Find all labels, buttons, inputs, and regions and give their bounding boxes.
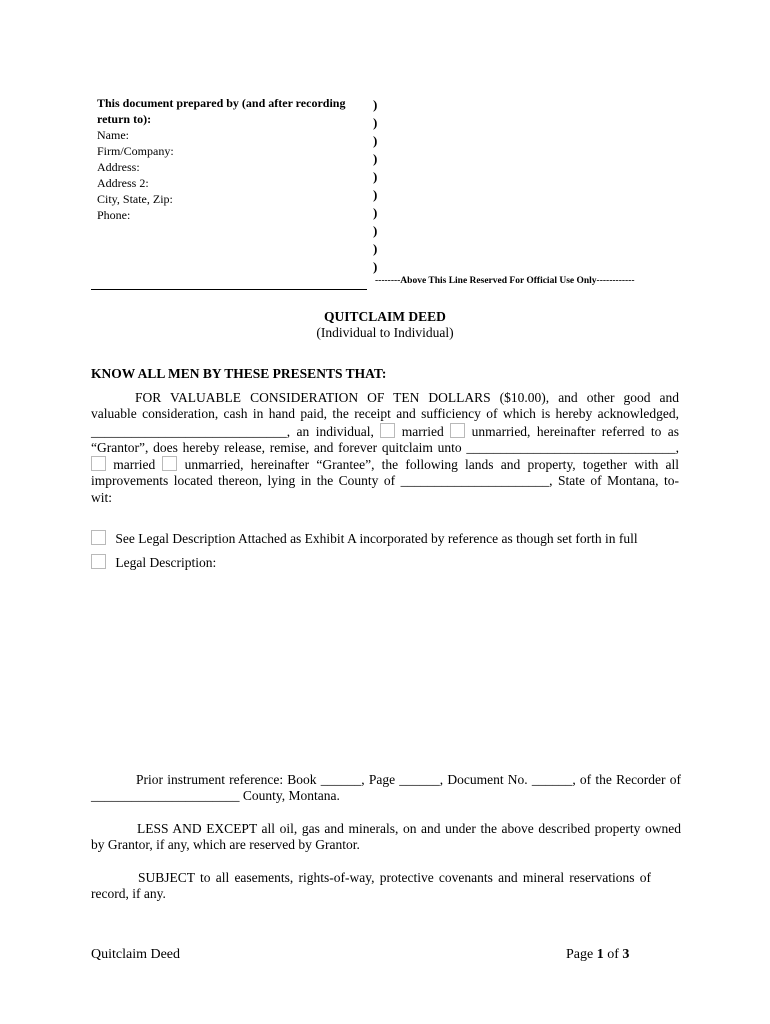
- less-except-line-2: by Grantor, if any, which are reserved by Grantor.: [91, 837, 360, 853]
- subject-to-line-2: record, if any.: [91, 886, 166, 902]
- preparer-city-label: City, State, Zip:: [97, 192, 173, 206]
- grantee-married-checkbox[interactable]: [91, 456, 106, 471]
- paren-column: [373, 96, 377, 276]
- consideration-line-6: improvements located thereon, lying in the County of ______________________, State of Montana, to-: [91, 473, 679, 489]
- paren: ): [373, 259, 378, 274]
- paren: ): [373, 169, 378, 184]
- deed-subtitle: (Individual to Individual): [316, 325, 454, 340]
- consideration-line-3: [91, 423, 679, 440]
- grantee-name-blank[interactable]: _______________________________,: [466, 439, 679, 455]
- exhibit-checkbox[interactable]: [91, 530, 106, 545]
- preparer-name-label: Name:: [97, 128, 129, 142]
- subject-to-paragraph: [91, 870, 651, 903]
- grantor-married-label: married: [401, 423, 444, 439]
- paren: ): [373, 133, 378, 148]
- page-word: Page: [566, 947, 594, 962]
- of-word: of: [607, 947, 619, 962]
- preparer-title-line1: This document prepared by (and after recording: [97, 96, 346, 110]
- paren: ): [373, 187, 378, 202]
- less-except-paragraph: [91, 821, 681, 854]
- consideration-line-4: [91, 440, 679, 456]
- paren: ): [373, 151, 378, 166]
- preparer-address-label: Address:: [97, 160, 140, 174]
- paren: ): [373, 205, 378, 220]
- consideration-line-7: wit:: [91, 489, 113, 505]
- official-use-note: --------Above This Line Reserved For Official Use Only------------: [375, 276, 635, 286]
- preparer-phone-label: Phone:: [97, 208, 131, 222]
- grantor-unmarried-checkbox[interactable]: [450, 423, 465, 438]
- preparer-block: [97, 95, 367, 223]
- legal-description-checkbox[interactable]: [91, 554, 106, 569]
- preparer-title-line2: return to):: [97, 112, 152, 126]
- know-all-men-heading: KNOW ALL MEN BY THESE PRESENTS THAT:: [91, 366, 387, 381]
- grantor-unmarried-label: unmarried, hereinafter referred to as: [471, 423, 680, 439]
- page-total: 3: [622, 947, 630, 962]
- legal-description-option: [91, 554, 216, 571]
- grantee-married-label: married: [113, 457, 156, 473]
- exhibit-option: [91, 530, 638, 547]
- grantee-unmarried-checkbox[interactable]: [162, 456, 177, 471]
- consideration-paragraph: [91, 390, 679, 506]
- grantee-unmarried-label: unmarried, hereinafter “Grantee”, the following lands and property, together with all: [184, 457, 680, 473]
- paren: ): [373, 241, 378, 256]
- consideration-line-5: [91, 456, 679, 473]
- consideration-line-1: FOR VALUABLE CONSIDERATION OF TEN DOLLARS ($10.00), and other good and: [135, 390, 679, 405]
- preparer-firm-label: Firm/Company:: [97, 144, 174, 158]
- paren: ): [373, 223, 378, 238]
- consideration-line-2: valuable consideration, cash in hand paid, the receipt and sufficiency of which is hereby acknowledged,: [91, 406, 679, 422]
- footer-page-number: [566, 947, 629, 963]
- deed-title: QUITCLAIM DEED: [324, 309, 446, 324]
- grantor-release-text: “Grantor”, does hereby release, remise, and forever quitclaim unto: [91, 439, 462, 455]
- recording-rule: [91, 289, 367, 290]
- footer-doc-title: Quitclaim Deed: [91, 947, 181, 962]
- grantor-name-blank[interactable]: _____________________________, an individual,: [91, 423, 374, 439]
- less-except-line-1: LESS AND EXCEPT all oil, gas and minerals, on and under the above described property owned: [137, 821, 681, 836]
- grantor-married-checkbox[interactable]: [380, 423, 395, 438]
- subject-to-line-1: SUBJECT to all easements, rights-of-way, protective covenants and mineral reservations of: [138, 870, 651, 885]
- preparer-address2-label: Address 2:: [97, 176, 149, 190]
- paren: ): [373, 115, 378, 130]
- prior-instrument-line-1: Prior instrument reference: Book ______, Page ______, Document No. ______, of the Recorder of: [136, 772, 681, 787]
- page-current: 1: [596, 947, 604, 962]
- exhibit-label: See Legal Description Attached as Exhibit A incorporated by reference as though set forth in full: [115, 531, 638, 546]
- paren: ): [373, 97, 378, 112]
- prior-instrument-line-2: ______________________ County, Montana.: [91, 788, 340, 804]
- prior-instrument-paragraph: [91, 772, 681, 805]
- legal-description-label: Legal Description:: [115, 555, 217, 570]
